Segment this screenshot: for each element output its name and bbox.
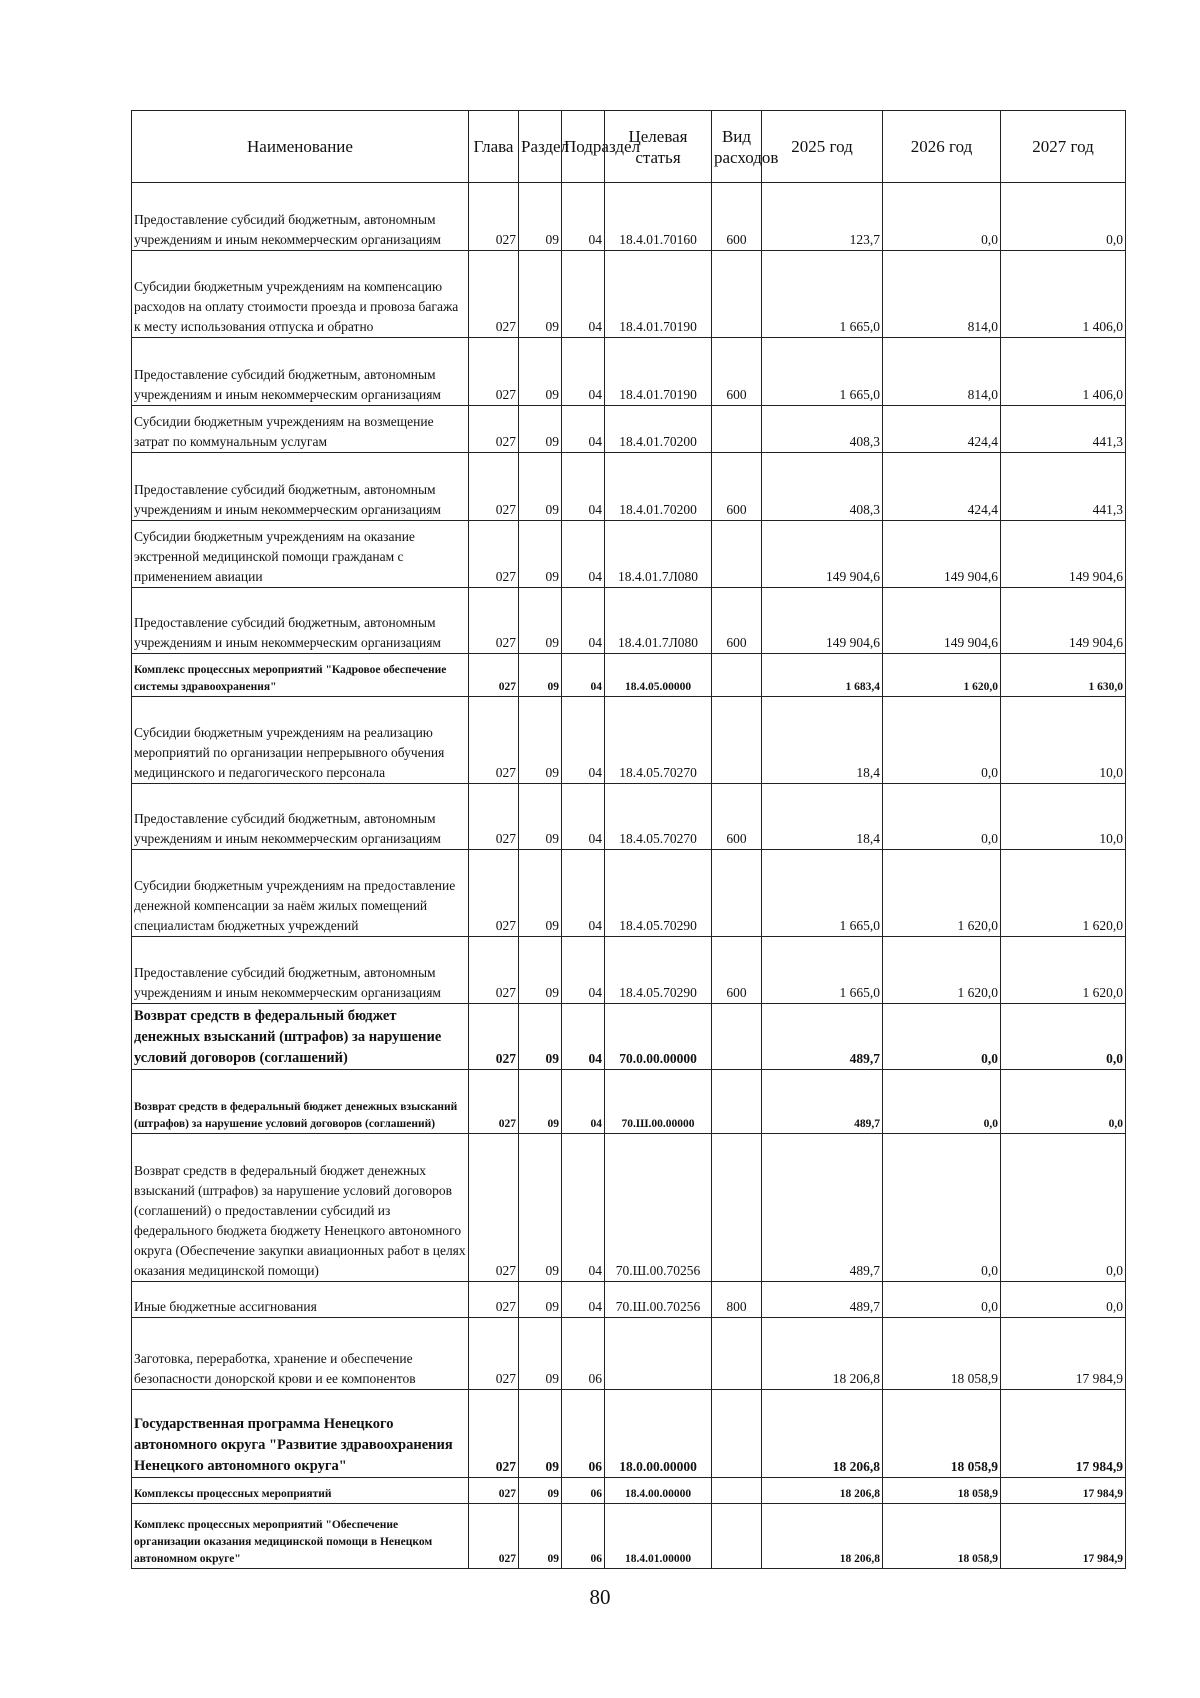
row-razdel: 09	[519, 1004, 562, 1070]
row-article: 18.4.01.00000	[605, 1504, 712, 1569]
row-2025: 18 206,8	[762, 1478, 883, 1504]
row-name: Возврат средств в федеральный бюджет денежных взысканий (штрафов) за нарушение условий договоров (соглашений) о предоставлении субсидий из федерального бюджета бюджету Ненецкого автономного округа (Обеспечение закупки авиационных работ в целях оказания медицинской помощи)	[132, 1134, 469, 1282]
header-razdel: Раздел	[519, 111, 562, 183]
row-2026: 0,0	[883, 1282, 1001, 1318]
row-name: Субсидии бюджетным учреждениям на возмещение затрат по коммунальным услугам	[132, 406, 469, 453]
row-article: 18.4.05.70270	[605, 784, 712, 850]
row-2026: 0,0	[883, 1134, 1001, 1282]
row-podrazdel: 04	[562, 183, 605, 251]
row-vid	[712, 1390, 762, 1478]
row-article: 70.Ш.00.00000	[605, 1070, 712, 1134]
row-razdel: 09	[519, 406, 562, 453]
row-name: Заготовка, переработка, хранение и обеспечение безопасности донорской крови и ее компонентов	[132, 1318, 469, 1390]
row-glava: 027	[469, 654, 519, 697]
header-2027: 2027 год	[1001, 111, 1126, 183]
row-2026: 0,0	[883, 784, 1001, 850]
table-row	[132, 697, 1126, 784]
table-row	[132, 1070, 1126, 1134]
row-glava: 027	[469, 1390, 519, 1478]
row-razdel: 09	[519, 937, 562, 1004]
row-glava: 027	[469, 453, 519, 521]
row-2026: 1 620,0	[883, 850, 1001, 937]
row-2027: 1 406,0	[1001, 338, 1126, 406]
row-glava: 027	[469, 338, 519, 406]
row-2025: 149 904,6	[762, 588, 883, 654]
row-2025: 149 904,6	[762, 521, 883, 588]
row-2027: 10,0	[1001, 784, 1126, 850]
row-vid	[712, 521, 762, 588]
table-row	[132, 1390, 1126, 1478]
row-vid	[712, 1478, 762, 1504]
row-article: 18.0.00.00000	[605, 1390, 712, 1478]
table-row	[132, 1004, 1126, 1070]
row-2026: 0,0	[883, 1070, 1001, 1134]
row-podrazdel: 04	[562, 697, 605, 784]
row-2027: 0,0	[1001, 1282, 1126, 1318]
row-article: 18.4.05.70290	[605, 850, 712, 937]
row-glava: 027	[469, 406, 519, 453]
row-article: 70.0.00.00000	[605, 1004, 712, 1070]
header-vid: Вид расходов	[712, 111, 762, 183]
row-podrazdel: 06	[562, 1318, 605, 1390]
table-row	[132, 183, 1126, 251]
row-article: 18.4.05.00000	[605, 654, 712, 697]
row-name: Комплекс процессных мероприятий "Обеспечение организации оказания медицинской помощи в Ненецком автономном округе"	[132, 1504, 469, 1569]
row-podrazdel: 04	[562, 1134, 605, 1282]
row-name: Предоставление субсидий бюджетным, автономным учреждениям и иным некоммерческим организациям	[132, 784, 469, 850]
row-vid	[712, 850, 762, 937]
row-name: Комплекс процессных мероприятий "Кадровое обеспечение системы здравоохранения"	[132, 654, 469, 697]
row-podrazdel: 04	[562, 251, 605, 338]
row-2025: 489,7	[762, 1134, 883, 1282]
row-glava: 027	[469, 1504, 519, 1569]
row-article: 18.4.05.70270	[605, 697, 712, 784]
row-2025: 18 206,8	[762, 1390, 883, 1478]
row-razdel: 09	[519, 1134, 562, 1282]
row-podrazdel: 04	[562, 850, 605, 937]
row-razdel: 09	[519, 588, 562, 654]
row-2025: 489,7	[762, 1282, 883, 1318]
row-razdel: 09	[519, 697, 562, 784]
header-glava: Глава	[469, 111, 519, 183]
row-razdel: 09	[519, 251, 562, 338]
row-name: Субсидии бюджетным учреждениям на предоставление денежной компенсации за наём жилых помещений специалистам бюджетных учреждений	[132, 850, 469, 937]
row-vid: 600	[712, 784, 762, 850]
row-2027: 0,0	[1001, 1004, 1126, 1070]
row-glava: 027	[469, 1134, 519, 1282]
table-row	[132, 850, 1126, 937]
row-2027: 441,3	[1001, 453, 1126, 521]
row-2027: 1 620,0	[1001, 937, 1126, 1004]
row-vid: 800	[712, 1282, 762, 1318]
row-glava: 027	[469, 183, 519, 251]
row-glava: 027	[469, 251, 519, 338]
row-article: 70.Ш.00.70256	[605, 1282, 712, 1318]
row-2025: 408,3	[762, 453, 883, 521]
row-2026: 0,0	[883, 697, 1001, 784]
row-2026: 0,0	[883, 183, 1001, 251]
row-razdel: 09	[519, 654, 562, 697]
row-glava: 027	[469, 937, 519, 1004]
row-2026: 814,0	[883, 251, 1001, 338]
row-article	[605, 1318, 712, 1390]
row-vid: 600	[712, 937, 762, 1004]
row-vid	[712, 406, 762, 453]
row-vid	[712, 1070, 762, 1134]
row-2027: 441,3	[1001, 406, 1126, 453]
row-glava: 027	[469, 784, 519, 850]
table-row	[132, 1282, 1126, 1318]
row-2025: 1 665,0	[762, 251, 883, 338]
row-article: 18.4.01.70200	[605, 453, 712, 521]
row-2025: 123,7	[762, 183, 883, 251]
row-2027: 1 630,0	[1001, 654, 1126, 697]
row-razdel: 09	[519, 338, 562, 406]
page-number: 80	[589, 1585, 611, 1609]
row-vid	[712, 697, 762, 784]
header-podrazdel: Подраздел	[562, 111, 605, 183]
row-podrazdel: 04	[562, 588, 605, 654]
row-glava: 027	[469, 521, 519, 588]
table-row	[132, 1318, 1126, 1390]
row-article: 18.4.01.7Л080	[605, 588, 712, 654]
row-article: 18.4.01.7Л080	[605, 521, 712, 588]
row-razdel: 09	[519, 1504, 562, 1569]
row-2026: 424,4	[883, 453, 1001, 521]
row-2027: 17 984,9	[1001, 1318, 1126, 1390]
row-2025: 489,7	[762, 1070, 883, 1134]
row-article: 18.4.01.70200	[605, 406, 712, 453]
row-glava: 027	[469, 1318, 519, 1390]
row-2026: 1 620,0	[883, 937, 1001, 1004]
row-podrazdel: 06	[562, 1478, 605, 1504]
row-podrazdel: 04	[562, 521, 605, 588]
header-name: Наименование	[132, 111, 469, 183]
row-razdel: 09	[519, 1390, 562, 1478]
row-article: 70.Ш.00.70256	[605, 1134, 712, 1282]
row-podrazdel: 04	[562, 784, 605, 850]
row-name: Предоставление субсидий бюджетным, автономным учреждениям и иным некоммерческим организациям	[132, 937, 469, 1004]
row-2025: 1 665,0	[762, 937, 883, 1004]
row-name: Иные бюджетные ассигнования	[132, 1282, 469, 1318]
row-podrazdel: 04	[562, 338, 605, 406]
header-row	[132, 111, 1126, 183]
row-razdel: 09	[519, 850, 562, 937]
table-row	[132, 937, 1126, 1004]
row-glava: 027	[469, 850, 519, 937]
row-2027: 149 904,6	[1001, 588, 1126, 654]
row-razdel: 09	[519, 1318, 562, 1390]
header-article: Целевая статья	[605, 111, 712, 183]
row-2025: 408,3	[762, 406, 883, 453]
row-podrazdel: 06	[562, 1390, 605, 1478]
row-podrazdel: 04	[562, 406, 605, 453]
row-2026: 18 058,9	[883, 1390, 1001, 1478]
row-name: Субсидии бюджетным учреждениям на компенсацию расходов на оплату стоимости проезда и провоза багажа к месту использования отпуска и обратно	[132, 251, 469, 338]
row-article: 18.4.01.70160	[605, 183, 712, 251]
row-2027: 17 984,9	[1001, 1390, 1126, 1478]
row-name: Возврат средств в федеральный бюджет денежных взысканий (штрафов) за нарушение условий договоров (соглашений)	[132, 1070, 469, 1134]
row-2027: 0,0	[1001, 1070, 1126, 1134]
row-glava: 027	[469, 697, 519, 784]
header-2025: 2025 год	[762, 111, 883, 183]
header-2026: 2026 год	[883, 111, 1001, 183]
row-2025: 1 683,4	[762, 654, 883, 697]
row-vid	[712, 654, 762, 697]
row-name: Комплексы процессных мероприятий	[132, 1478, 469, 1504]
row-podrazdel: 04	[562, 654, 605, 697]
row-2025: 18 206,8	[762, 1318, 883, 1390]
row-article: 18.4.05.70290	[605, 937, 712, 1004]
row-2026: 1 620,0	[883, 654, 1001, 697]
row-razdel: 09	[519, 784, 562, 850]
row-vid: 600	[712, 453, 762, 521]
row-podrazdel: 04	[562, 937, 605, 1004]
row-name: Предоставление субсидий бюджетным, автономным учреждениям и иным некоммерческим организациям	[132, 588, 469, 654]
row-name: Предоставление субсидий бюджетным, автономным учреждениям и иным некоммерческим организациям	[132, 183, 469, 251]
row-vid: 600	[712, 183, 762, 251]
table-row	[132, 338, 1126, 406]
row-2027: 1 620,0	[1001, 850, 1126, 937]
row-razdel: 09	[519, 183, 562, 251]
table-row	[132, 1134, 1126, 1282]
row-vid: 600	[712, 588, 762, 654]
row-2026: 149 904,6	[883, 521, 1001, 588]
row-glava: 027	[469, 1004, 519, 1070]
row-2027: 17 984,9	[1001, 1504, 1126, 1569]
table-row	[132, 251, 1126, 338]
row-vid	[712, 1318, 762, 1390]
row-2027: 1 406,0	[1001, 251, 1126, 338]
row-vid: 600	[712, 338, 762, 406]
row-name: Возврат средств в федеральный бюджет денежных взысканий (штрафов) за нарушение условий договоров (соглашений)	[132, 1004, 469, 1070]
row-razdel: 09	[519, 521, 562, 588]
row-glava: 027	[469, 588, 519, 654]
budget-table	[131, 110, 1126, 1569]
row-article: 18.4.01.70190	[605, 251, 712, 338]
row-2027: 0,0	[1001, 183, 1126, 251]
row-name: Предоставление субсидий бюджетным, автономным учреждениям и иным некоммерческим организациям	[132, 453, 469, 521]
table-row	[132, 406, 1126, 453]
row-2027: 10,0	[1001, 697, 1126, 784]
row-2026: 18 058,9	[883, 1504, 1001, 1569]
row-glava: 027	[469, 1478, 519, 1504]
row-2027: 0,0	[1001, 1134, 1126, 1282]
table-row	[132, 784, 1126, 850]
row-2027: 149 904,6	[1001, 521, 1126, 588]
table-row	[132, 521, 1126, 588]
row-podrazdel: 04	[562, 453, 605, 521]
row-2026: 149 904,6	[883, 588, 1001, 654]
row-2026: 814,0	[883, 338, 1001, 406]
table-row	[132, 453, 1126, 521]
table-row	[132, 1504, 1126, 1569]
table-row	[132, 588, 1126, 654]
row-vid	[712, 1504, 762, 1569]
row-glava: 027	[469, 1070, 519, 1134]
row-2026: 0,0	[883, 1004, 1001, 1070]
row-2026: 18 058,9	[883, 1478, 1001, 1504]
row-razdel: 09	[519, 1282, 562, 1318]
row-glava: 027	[469, 1282, 519, 1318]
row-2025: 18,4	[762, 697, 883, 784]
row-name: Государственная программа Ненецкого автономного округа "Развитие здравоохранения Ненецкого автономного округа"	[132, 1390, 469, 1478]
row-2027: 17 984,9	[1001, 1478, 1126, 1504]
row-2025: 18 206,8	[762, 1504, 883, 1569]
row-podrazdel: 04	[562, 1004, 605, 1070]
row-razdel: 09	[519, 1070, 562, 1134]
row-razdel: 09	[519, 1478, 562, 1504]
row-vid	[712, 1134, 762, 1282]
row-2026: 18 058,9	[883, 1318, 1001, 1390]
row-2025: 489,7	[762, 1004, 883, 1070]
row-podrazdel: 04	[562, 1070, 605, 1134]
row-article: 18.4.01.70190	[605, 338, 712, 406]
row-vid	[712, 251, 762, 338]
table-row	[132, 1478, 1126, 1504]
row-article: 18.4.00.00000	[605, 1478, 712, 1504]
row-2026: 424,4	[883, 406, 1001, 453]
row-podrazdel: 04	[562, 1282, 605, 1318]
row-name: Субсидии бюджетным учреждениям на оказание экстренной медицинской помощи гражданам с применением авиации	[132, 521, 469, 588]
table-row	[132, 654, 1126, 697]
row-2025: 18,4	[762, 784, 883, 850]
row-name: Предоставление субсидий бюджетным, автономным учреждениям и иным некоммерческим организациям	[132, 338, 469, 406]
row-2025: 1 665,0	[762, 850, 883, 937]
row-2025: 1 665,0	[762, 338, 883, 406]
row-podrazdel: 06	[562, 1504, 605, 1569]
row-razdel: 09	[519, 453, 562, 521]
row-name: Субсидии бюджетным учреждениям на реализацию мероприятий по организации непрерывного обучения медицинского и педагогического персонала	[132, 697, 469, 784]
row-vid	[712, 1004, 762, 1070]
